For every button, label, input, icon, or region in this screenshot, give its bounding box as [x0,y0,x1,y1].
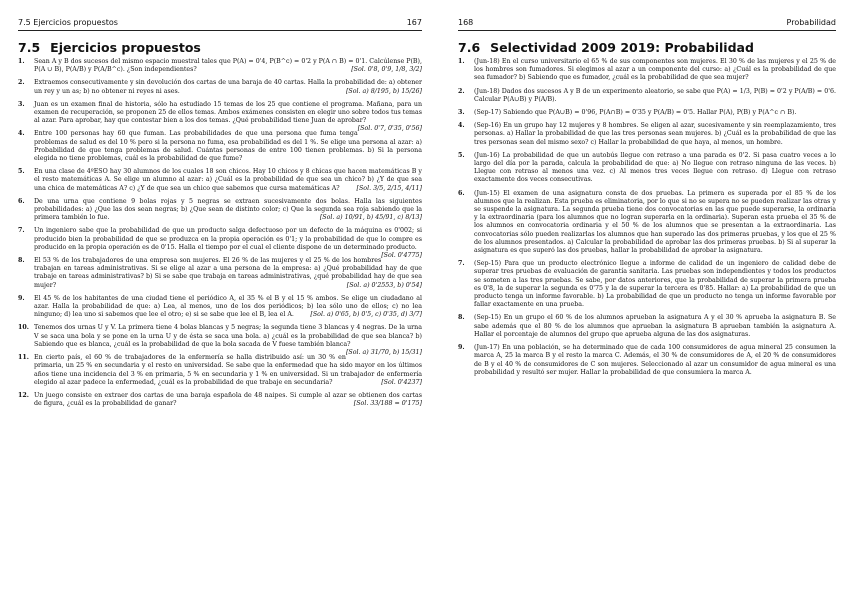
running-head-chapter: Probabilidad [786,18,836,27]
exercise-text: (Sep-17) Sabiendo que P(A∪B) = 0'96, P(A∩B) = 0'35 y P(A/B) = 0'5. Hallar P(A), P(B) y P(A^c ∩ B). [474,109,797,117]
section-title [458,40,754,55]
exercise-item [458,88,836,104]
exercise-item [458,122,836,147]
exercise-item [458,109,836,117]
exercise-solution: [Sol. a) 8/195, b) 15/26] [345,87,422,95]
exercise-text: Entre 100 personas hay 60 que fuman. Las probabilidades de que una persona que fuma tenga problemas de salud es del 10 % pero si la persona no fuma, esa probabilidad es del 1 %. Se elige una persona al azar: a) Probabilidad de que tenga problemas de salud. Cuántas personas de entre 100 tienen problemas. b) Si la persona elegida no tiene problemas, cuál es la probabilidad de que fume? [34,130,422,163]
exercise-item [18,295,422,320]
exercise-solution: [Sol. 3/5, 2/15, 4/11] [356,184,422,192]
exercise-text: En cierto país, el 60 % de trabajadores de la enfermería se halla distribuido así: un 30 % en primaria, un 25 % en secundaria y el resto en universidad. Se sabe que la enfermedad que ha sido mayor en los últimos años tiene una incidencia del 3 % en primaria, 5 % en secundaria y 1 % en universidad. Si un trabajador de enfermería elegido al azar padece la enfermedad, ¿cuál es la probabilidad de que trabaje en secundaria? [34,354,422,386]
exercise-item [458,260,836,309]
exercise-text: En una clase de 4ºESO hay 30 alumnos de los cuales 18 son chicos. Hay 10 chicos y 8 chicas que hacen matemáticas B y el resto matemáticas A. Se elige un alumno al azar: a) ¿Cuál es la probabilidad de que sea un chico? b) ¿Y de que sea una chica de matemáticas A? c) ¿Y de que sea un chico que sabemos que cursa matemáticas A? [34,168,422,192]
section-number: 7.6 [458,40,481,55]
section-title-text: Selectividad 2009 2019: Probabilidad [490,40,754,55]
exercise-text: (Jun-18) Dados dos sucesos A y B de un experimento aleatorio, se sabe que P(A) = 1/3, P(B) = 0'2 y P(A/B) = 0'6. Calcular P(A∪B) y P(A/B). [474,87,836,103]
exercise-text: El 45 % de los habitantes de una ciudad tiene el periódico A, el 35 % el B y el 15 % ambos. Se elige un ciudadano al azar. Halla la probabilidad de que: a) Lea, al menos, uno de los dos periódicos; b) lea sólo uno de ellos; c) no lea ninguno; d) lea uno si sabemos que lee el otro; e) si se sabe que lee el B, lea el A. [34,294,422,319]
exercise-text: Sean A y B dos sucesos del mismo espacio muestral tales que P(A) = 0'4, P(B^c) = 0'2 y P(A ∩ B) = 0'1. Calcúlense P(B), P(A ∪ B), P(A/B) y P(A/B^c). ¿Son independientes? [34,58,422,74]
exercise-number: 5. [458,151,465,159]
exercise-number: 10. [18,324,29,332]
exercise-item [18,227,422,260]
exercise-text: Un juego consiste en extraer dos cartas de una baraja española de 48 naipes. Si cumple al azar se obtienen dos cartas de figura, ¿cuál es la probabilidad de ganar? [34,391,422,408]
exercise-number: 4. [18,130,25,138]
exercise-text: (Sep-16) En un grupo hay 12 mujeres y 8 hombres. Se eligen al azar, sucesivamente y sin reemplazamiento, tres personas. a) Hallar la probabilidad de que las tres personas sean mujeres. b) ¿Cuál es la probabilidad de que las tres personas sean del mismo sexo? c) Hallar la probabilidad de que haya, al menos, un hombre. [474,122,836,146]
exercise-text: De una urna que contiene 9 bolas rojas y 5 negras se extraen sucesivamente dos bolas. Halla las siguientes probabilidades: a) ¿Que las dos sean negras; b) ¿Que sean de distinto color; c) Que la segunda sea roja sabiendo que la primera también lo fue. [34,197,422,222]
exercise-solution: [Sol. 33/188 = 0'175] [353,400,422,408]
exercise-number: 1. [458,58,465,65]
exercise-text: Extraemos consecutivamente y sin devolución dos cartas de una baraja de 40 cartas. Halla la probabilidad de: a) obtener un rey y un as; b) no obtener ni reyes ni ases. [34,79,422,95]
exercise-number: 4. [458,122,465,130]
exercise-text: (Jun-16) La probabilidad de que un autobús llegue con retraso a una parada es 0'2. Si pasa cuatro veces a lo largo del día por la parada, calcula la probabilidad de que: a) No llegue con retraso ninguna de las veces. b) Llegue con retraso al menos una vez. c) Al menos tres veces llegue con retraso. d) Llegue con retraso exactamente dos veces consecutivas. [474,151,836,184]
exercise-item [458,344,836,377]
exercise-number: 5. [18,168,25,176]
exercise-item [18,392,422,408]
exercise-item [18,257,422,290]
exercise-item [18,130,422,163]
exercise-solution: [Sol. 0'8, 0'9, 1/8, 3/2] [351,66,422,74]
exercise-number: 6. [458,189,465,197]
exercise-item [458,152,836,185]
right-page [458,0,836,599]
exercise-number: 9. [18,294,25,302]
exercise-solution: [Sol. 0'4775] [381,252,422,260]
exercise-number: 6. [18,197,25,205]
exercise-number: 1. [18,58,25,65]
left-page [18,0,422,599]
section-title-text: Ejercicios propuestos [50,40,201,55]
exercise-number: 11. [18,354,29,362]
exercise-number: 2. [18,79,25,87]
exercise-text: (Jun-18) En el curso universitario el 65 % de sus componentes son mujeres. El 30 % de las mujeres y el 25 % de los hombres son fumadores. Si elegimos al azar a un componente del curso: a) ¿Cuál es la probabilidad de que sea fumador? b) Sabiendo que es fumador, ¿cuál es la probabilidad de que sea mujer? [474,58,836,82]
section-title [18,40,201,55]
exercise-solution: [Sol. 0'7, 0'35, 0'56] [357,125,422,133]
exercise-solution: [Sol. 0'4237] [381,378,422,386]
exercise-number: 3. [458,109,465,117]
page-number: 168 [458,18,474,27]
exercise-text: (Sep-15) En un grupo el 60 % de los alumnos aprueban la asignatura A y el 30 % aprueba la asignatura B. Se sabe además que el 80 % de los alumnos que aprueban la asignatura B aprueban también la asignatura A. Hallar el porcentaje de alumnos del grupo que aprueba alguna de las dos asignaturas. [474,314,836,338]
exercise-number: 3. [18,100,25,108]
exercise-number: 7. [458,260,465,268]
exercise-number: 9. [458,344,465,352]
exercise-text: Un ingeniero sabe que la probabilidad de que un producto salga defectuoso por un defecto de la máquina es 0'002; si producido bien la probabilidad de que se produzca en la propia operación es 0'1; y la probabilidad de que lo compre es producido en la propia operación es de 0'15. Halla el tiempo por el cual el cliente dispone de un determinado producto. [34,227,422,251]
exercise-text: (Sep-15) Para que un producto electrónico llegue a informe de calidad de un ingeniero de calidad debe de superar tres pruebas de evaluación de garantía sanitaria. Las pruebas son independientes y todos los productos se someten a las tres pruebas. Se sabe, por datos anteriores, que la probabilidad de superar la primera prueba es 0'8, la de superar la segunda es 0'75 y la de superar la tercera es 0'85. Hallar: a) La probabilidad de que un producto tenga un informe favorable. b) La probabilidad de que un producto no tenga un informe favorable por fallar exactamente en una prueba. [474,260,836,309]
exercise-item [18,198,422,223]
exercise-text: (Jun-15) El examen de una asignatura consta de dos pruebas. La primera es superada por el 85 % de los alumnos que la realizan. Esta prueba es eliminatoria, por lo que si no se supera no se pueden realizar las otras y se suspende la asignatura. La segunda prueba tiene dos convocatorias en las que puede superarse, la ordinaria y la extraordinaria (para los alumnos que no logran superarla en la ordinaria). Superan esta prueba el 35 % de los alumnos en convocatoria ordinaria y el 50 % de los alumnos que se presentan a la extraordinaria. Las convocatorias sólo pueden realizarlas los alumnos que han superado las dos primeras pruebas, y los que el 25 % de los alumnos presentados. a) Calcular la probabilidad de aprobar las dos primeras pruebas. b) Si al superar la asignatura es que superó las dos pruebas, hallar la probabilidad de aprobar la asignatura. [474,189,836,255]
exercise-item [458,190,836,256]
exercise-item [18,324,422,357]
exercise-solution: [Sol. a) 0'65, b) 0'5, c) 0'35, d) 3/7] [310,311,422,319]
section-number: 7.5 [18,40,41,55]
exercise-text: El 53 % de los trabajadores de una empresa son mujeres. El 26 % de las mujeres y el 25 % de los hombres trabajan en tareas administrativas. Si se elige al azar a una persona de la empresa: a) ¿Qué probabilidad hay de que trabaje en tareas administrativas? b) Si se sabe que trabaja en tareas administrativas, ¿qué probabilidad hay de que sea mujer? [34,257,422,289]
running-head [18,18,422,31]
exercise-list [18,58,422,413]
page-number: 167 [406,18,422,27]
exercise-number: 8. [458,314,465,322]
exercise-number: 2. [458,87,465,95]
exercise-item [458,314,836,339]
running-head [458,18,836,31]
exercise-item [18,168,422,193]
exercise-solution: [Sol. a) 0'2553, b) 0'54] [346,281,422,289]
exercise-number: 7. [18,227,25,235]
exercise-text: (Jun-17) En una población, se ha determinado que de cada 100 consumidores de agua mineral 25 consumen la marca A, 25 la marca B y el resto la marca C. Además, el 30 % de consumidores de A, el 20 % de consumidores de B y el 40 % de consumidores de C son mujeres. Seleccionado al azar un consumidor de agua mineral es una probabilidad y resultó ser mujer. Hallar la probabilidad de que consumiera la marca A. [474,344,836,376]
exercise-solution: [Sol. a) 10/91, b) 45/91, c) 8/13] [319,214,422,222]
exercise-item [458,58,836,83]
exercise-solution: [Sol. a) 31/70, b) 15/31] [345,349,422,357]
exercise-item [18,79,422,95]
exercise-text: Tenemos dos urnas U y V. La primera tiene 4 bolas blancas y 5 negras; la segunda tiene 3 blancas y 4 negras. De la urna V se saca una bola y se pone en la urna U y de ésta se saca una bola. a) ¿cuál es la probabilidad de que sea blanca? b) Sabiendo que es blanca, ¿cuál es la probabilidad de que la bola sacada de V fuese también blanca? [34,324,422,348]
exercise-number: 12. [18,391,29,399]
exercise-item [18,100,422,133]
exercise-number: 8. [18,257,25,265]
exercise-text: Juan es un examen final de historia, sólo ha estudiado 15 temas de los 25 que contiene el programa. Mañana, para un examen de recuperación, se proponen 25 de ellos temas. Ambos exámenes consisten en elegir uno sobre todos tus temas al azar. Para aprobar, hay que contestar bien a los dos temas. ¿Qué probabilidad tiene Juan de aprobar? [34,100,422,125]
running-head-section: 7.5 Ejercicios propuestos [18,18,118,27]
exercise-list [458,58,836,382]
exercise-item [18,354,422,387]
exercise-item [18,58,422,74]
